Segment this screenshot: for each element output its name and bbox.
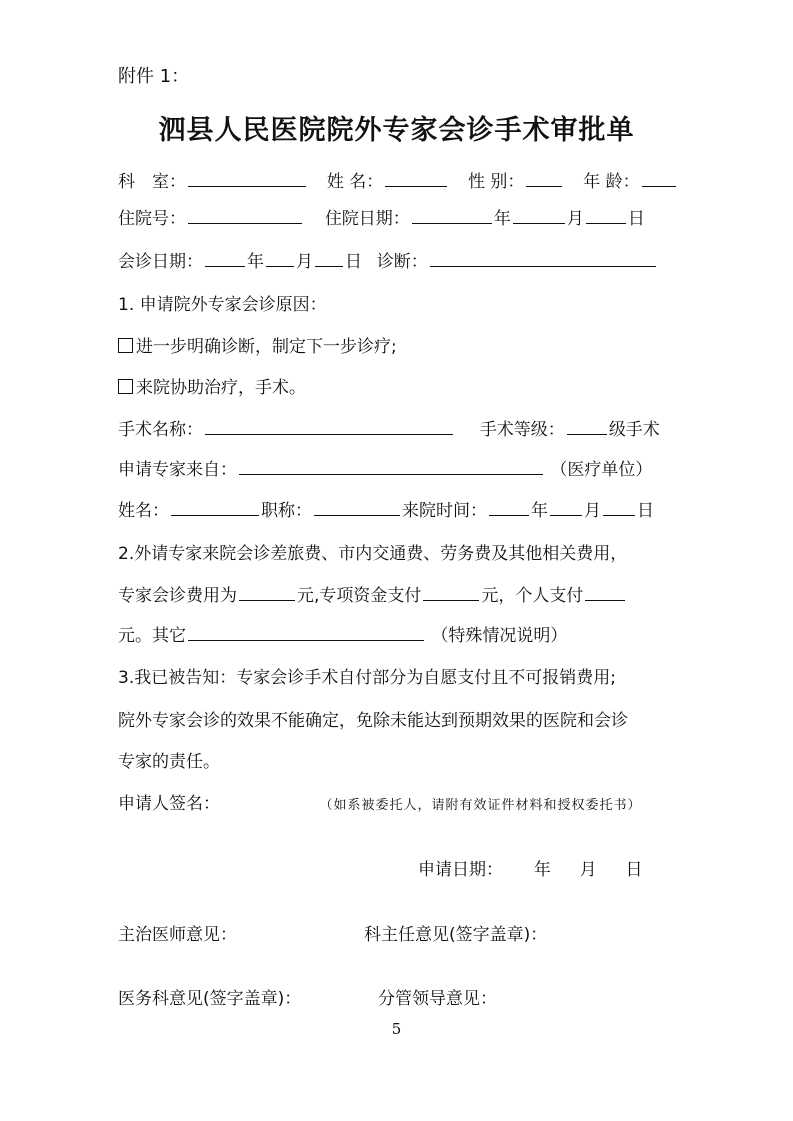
admission-date-label: 住院日期： [324,209,410,229]
checkbox-icon[interactable] [118,338,133,353]
year-label: 年 [531,501,548,521]
leader-opinion-label: 分管领导意见： [378,989,497,1009]
section1-heading: 1. 申请院外专家会诊原因： [118,295,327,315]
attending-opinion-label: 主治医师意见： [118,925,237,945]
other-field[interactable] [188,624,424,641]
fee-row [118,584,673,608]
year-label: 年 [533,860,551,880]
section3-line-1: 3.我已被告知：专家会诊手术自付部分为自愿支付且不可报销费用; [118,668,616,688]
expert-from-label: 申请专家来自： [118,460,237,480]
consult-month-field[interactable] [266,250,294,267]
fee-prefix: 专家会诊费用为 [118,586,237,606]
day-label: 日 [345,252,362,272]
arrival-day-field[interactable] [603,499,635,516]
year-label: 年 [247,252,264,272]
arrival-month-field[interactable] [550,499,582,516]
apply-date-label: 申请日期： [418,860,503,880]
fee-total-field[interactable] [239,584,295,601]
section2-text: 2.外请专家来院会诊差旅费、市内交通费、劳务费及其他相关费用， [118,544,628,564]
applicant-signature-row [118,792,673,818]
consult-day-field[interactable] [315,250,343,267]
patient-info-row-1 [118,170,673,194]
name-field[interactable] [385,170,447,187]
form-title: 泗县人民医院院外专家会诊手术审批单 [158,115,635,146]
day-label: 日 [625,860,643,880]
consult-row [118,250,673,274]
name-label: 姓 名： [326,172,384,192]
section3-line-3: 专家的责任。 [118,752,220,772]
checkbox-icon[interactable] [118,379,133,394]
arrival-year-field[interactable] [489,499,529,516]
admission-day-field[interactable] [586,207,626,224]
surgery-grade-label: 手术等级： [479,420,565,440]
fee-special-field[interactable] [423,584,479,601]
expert-title-field[interactable] [314,499,400,516]
director-opinion-label: 科主任意见(签字盖章)： [364,925,548,945]
expert-from-field[interactable] [239,458,543,475]
expert-from-suffix: （医疗单位） [550,460,653,480]
other-label: 元。其它 [118,626,186,646]
reason-option-1-label: 进一步明确诊断，制定下一步诊疗; [136,337,397,357]
age-field[interactable] [642,170,676,187]
applicant-signature-label: 申请人签名： [118,794,220,814]
attachment-label: 附件 1： [118,66,190,87]
year-label: 年 [493,209,511,229]
fee-special-label: 元,专项资金支付 [297,586,422,606]
fee-personal-label: 元，个人支付 [481,586,584,606]
expert-name-label: 姓名： [118,501,169,521]
admission-month-field[interactable] [513,207,565,224]
diagnosis-field[interactable] [430,250,656,267]
medical-affairs-opinion-label: 医务科意见(签字盖章)： [118,989,302,1009]
other-row [118,624,673,648]
day-label: 日 [627,209,645,229]
section3-line-2: 院外专家会诊的效果不能确定，免除未能达到预期效果的医院和会诊 [118,711,628,731]
surgery-name-label: 手术名称： [118,420,203,440]
reason-option-1[interactable] [118,335,673,359]
page-number: 5 [391,1020,402,1038]
reason-option-2[interactable] [118,376,673,400]
day-label: 日 [637,501,654,521]
reason-option-2-label: 来院协助治疗，手术。 [136,378,306,398]
consult-year-field[interactable] [205,250,245,267]
signature-note: （如系被委托人，请附有效证件材料和授权委托书） [326,798,642,813]
expert-info-row [118,499,673,523]
consult-date-label: 会诊日期： [118,252,203,272]
sex-label: 性 别： [468,172,525,192]
month-label: 月 [584,501,601,521]
surgery-name-field[interactable] [205,418,453,435]
apply-date-row [418,855,642,880]
month-label: 月 [566,209,584,229]
surgery-grade-field[interactable] [567,418,607,435]
expert-name-field[interactable] [171,499,259,516]
age-label: 年 龄： [583,172,640,192]
diagnosis-label: 诊断： [376,252,428,272]
admission-year-field[interactable] [412,207,492,224]
month-label: 月 [296,252,313,272]
admission-no-label: 住院号： [118,209,186,229]
sex-field[interactable] [526,170,562,187]
dept-label: 科 室： [118,172,186,192]
patient-info-row-2 [118,207,673,231]
special-note: （特殊情况说明） [431,626,568,646]
fee-personal-field[interactable] [585,584,625,601]
admission-no-field[interactable] [188,207,302,224]
grade-suffix: 级手术 [608,420,660,440]
arrival-time-label: 来院时间： [402,501,487,521]
expert-title-label: 职称： [261,501,312,521]
dept-field[interactable] [188,170,306,187]
month-label: 月 [579,860,597,880]
expert-from-row [118,458,673,482]
surgery-row [118,418,673,442]
